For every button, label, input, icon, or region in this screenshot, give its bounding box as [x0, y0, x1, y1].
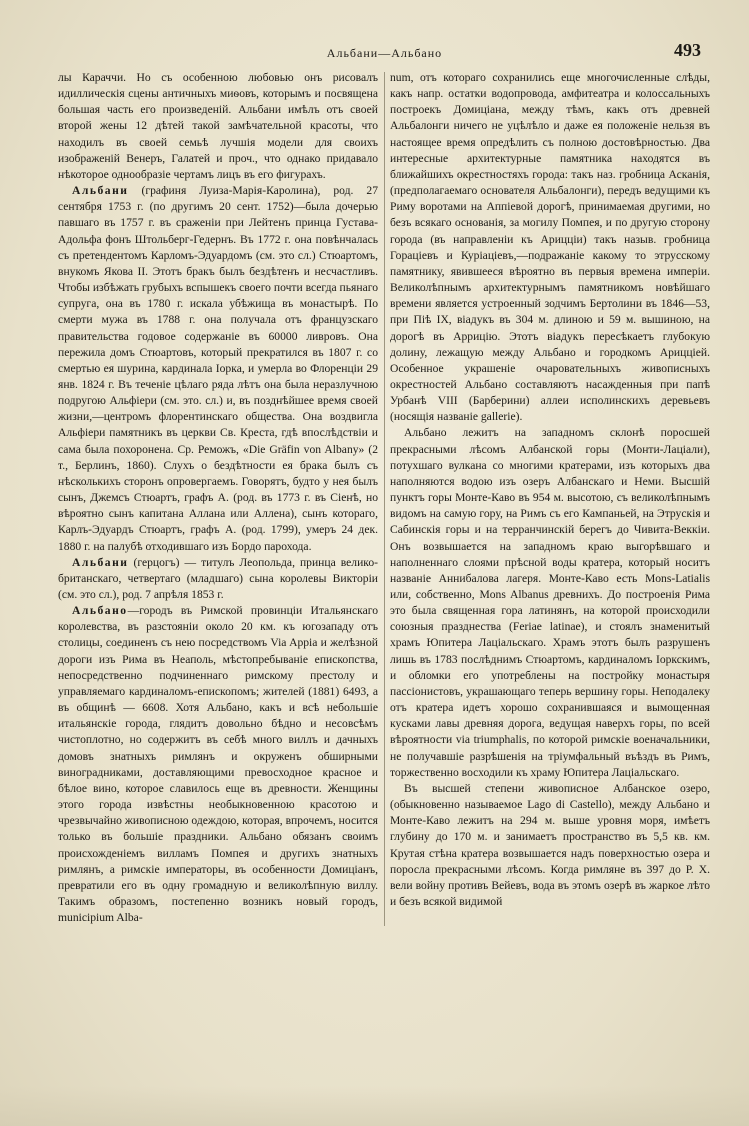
entry-text: —городъ въ Римской провинціи Итальянскаго королевства, въ разстояніи около 20 км. къ югозападу отъ столицы, соединенъ съ нею посредствомъ Via Appia и желѣзной дороги изъ Рима въ Неаполь, мѣстопребываніе епископства, непосредственно подчиненнаго римскому престолу и управляемаго кардиналомъ-епископомъ; жителей (1881) 6493, а въ общинѣ — 6608. Хотя Альбано, какъ и всѣ небольшіе итальянскіе города, глядитъ довольно бѣдно и несовсѣмъ чистоплотно, но содержитъ въ себѣ много виллъ и дачныхъ домовъ знатныхъ римлянъ и окруженъ обширными виноградниками, доставляющими превосходное красное и бѣлое вино, которое славилось еще въ древности. Женщины этого города извѣстны необыкновенною красотою и чрезвычайно живописною одеждою, которая, впрочемъ, носится только въ большіе праздники. Альбано обязанъ своимъ происхожденіемъ вилламъ Помпея и другихъ знатныхъ римлянъ, а римскіе императоры, въ особенности Домиціанъ, превратили его въ одну громадную и великолѣпную виллу. Такимъ образомъ, постепенно возникъ новый городъ, municipium Alba-	[58, 604, 378, 925]
headword: Альбано	[72, 604, 128, 618]
paragraph: Въ высшей степени живописное Албанское озеро, (обыкновенно называемое Lago di Castello), между Альбано и Монте-Каво лежитъ на 294 м. выше уровня моря, имѣетъ глубину до 170 м. и занимаетъ пространство въ 5,5 кв. км. Крутая стѣна кратера возвышается надъ поверхностью озера и поросла прекрасными лѣсомъ. Когда римляне въ 397 до Р. Х. вели войну противъ Вейевъ, вода въ этомъ озерѣ въ жаркое лѣто и безъ всякой видимой	[390, 781, 710, 908]
two-column-text	[58, 70, 710, 926]
entry-continuation	[58, 70, 378, 183]
headword: Альбани	[72, 184, 129, 198]
running-title: Альбани—Альбано	[326, 46, 443, 60]
page-header	[60, 40, 709, 64]
right-column	[390, 70, 710, 926]
headword: Альбани	[72, 555, 129, 569]
entry-albano	[58, 603, 378, 926]
page-number: 493	[674, 40, 701, 60]
entry-text: (герцогъ) — титулъ Леопольда, принца велико-британскаго, четвертаго (младшаго) сына королевы Викторіи (см. это сл.), род. 7 апрѣля 1853 г.	[58, 555, 378, 601]
paragraph: Альбано лежитъ на западномъ склонѣ поросшей прекрасными лѣсомъ Албанской горы (Монти-Лаціали), потухшаго вулкана со многими кратерами, изъ которыхъ два наполняются водою изъ озеръ Албанскаго и Неми. Высшій пунктъ горы Монте-Каво въ 954 м. высотою, съ великолѣпнымъ видомъ на самую гору, на Римъ съ его Кампаньей, на Этрускія и Сабинскія горы и на терранчинскій берегъ до Чивита-Веккіи. Онъ возвышается на западномъ краю выгорѣвшаго и наполненнаго слоями прѣсной воды кратера, который носитъ названіе Аннибалова лагеря. Монте-Каво есть Mons-Latialis или, собственно, Mons Albanus древнихъ. До построенія Рима это была священная гора латинянъ, на которой происходили союзныя празднества (Feriae latinae), и стоялъ знаменитый храмъ Юпитера Лаціальскаго. Храмъ этотъ былъ разрушенъ лишь въ 1783 послѣднимъ Стюартомъ, кардиналомъ Іоркскимъ, и обломки его употреблены на постройку монастыря пассіонистовъ, украшающаго теперь вершину горы. Неподалеку отъ кратера идетъ хорошо сохранившаяся и вымощенная кусками лавы древняя дорога, ведущая наверхъ горы, по всей вѣроятности via triumphalis, по которой римскіе военачальники, не получавшіе разрѣшенія на тріумфальный въѣздъ въ Римъ, торжественно восходили къ храму Юпитера Лаціальскаго.	[390, 426, 710, 779]
left-column	[58, 70, 378, 926]
entry-albani-countess	[58, 183, 378, 555]
entry-text: (графиня Луиза-Марія-Каролина), род. 27 сентября 1753 г. (по другимъ 20 сент. 1752)—была дочерью павшаго въ 1757 г. въ сраженіи при Лейтенъ принца Густава-Адольфа фонъ Штольберг-Гедернъ. Въ 1772 г. она повѣнчалась съ претендентомъ Карломъ-Эдуардомъ (см. это сл.) Стюартомъ, внукомъ Якова II. Этотъ бракъ былъ бездѣтенъ и несчастливъ. Чтобы избѣжать грубыхъ вспышекъ своего почти всегда пьянаго супруга, она въ 1780 г. искала убѣжища въ монастырѣ. По смерти мужа въ 1788 г. она получала отъ французскаго правительства годовое содержаніе въ 60000 ливровъ. Она пережила домъ Стюартовъ, который прекратился въ 1807 г. со смертью ея шурина, кардинала Іорка, и умерла во Флоренціи 29 янв. 1824 г. Въ теченіе цѣлаго ряда лѣтъ она была неразлучною подругою Альфіери (см. это. сл.) и, въ позднѣйшее время своей жизни,—центромъ флорентинскаго общества. Она воздвигла Альфіери памятникъ въ церкви Св. Креста, гдѣ впослѣдствіи и сама была похоронена. Ср. Реможъ, «Die Gräfin von Albany» (2 т., Берлинъ, 1860). Слухъ о бездѣтности ея брака былъ съ нѣсколькихъ сторонъ опровергаемъ. Говорятъ, будто у нея былъ сынъ, Джемсъ Стюартъ, графъ А. (род. въ 1773 г. въ Сіенѣ, но вѣроятно сынъ капитана Аллана или Аллена), сынъ котораго, Карлъ-Эдуардъ Стюартъ, графъ А. (род. 1799), умеръ 24 дек. 1880 г. на палубѣ отходившаго изъ Бордо парохода.	[58, 184, 378, 553]
page-bottom-shading	[0, 1086, 749, 1126]
paragraph: num, отъ котораго сохранились еще многочисленные слѣды, какъ напр. остатки водопровода, амфитеатра и колоссальныхъ построекъ Домиціана, между тѣмъ, какъ отъ древней Альбалонги ничего не уцѣлѣло и даже ея положеніе нельзя въ настоящее время опредѣлить съ полною достовѣрностью. Два интересные архитектурные памятника находятся въ ближайшихъ окрестностяхъ города: такъ наз. гробница Асканія, (предполагаемаго основателя Альбалонги), передъ ведущими къ Риму воротами на Аппіевой дорогѣ, принимаемая другими, но безъ всякаго основанія, за могилу Помпея, и по другую сторону города (въ направленіи къ Арицціи) такъ назыв. гробница Гораціевъ и Куріаціевъ,—подражаніе какому то этрусскому памятнику, явившееся вѣроятно въ первыя времена имперіи. Великолѣпнымъ архитектурнымъ памятникомъ новѣйшаго времени является устроенный зодчимъ Бертолини въ 1846—53, при Піѣ IX, віадукъ въ 304 м. длиною и 59 м. вышиною, на дорогѣ въ Аррицію. Этотъ віадукъ пересѣкаетъ глубокую долину, лежащую между Альбано и городкомъ Арицціей. Особенное украшеніе очаровательныхъ живописныхъ окрестностей Альбано составляютъ насажденныя при папѣ Урбанѣ VIII (Барберини) аллеи исполинскихъ деревьевъ (носящія названіе gallerie).	[390, 71, 710, 424]
entry-text: лы Караччи. Но съ особенною любовью онъ рисовалъ идиллическія сцены античныхъ миѳовъ, которымъ и посвящена большая часть его произведеній. Альбани имѣлъ отъ своей второй жены 12 дѣтей такой замѣчательной красоты, что находилъ въ своей семьѣ лучшія модели для своихъ изображеній Венеръ, Галатей и проч., что однако придавало нѣкоторое однообразіе чертамъ лицъ въ его фигурахъ.	[58, 71, 378, 181]
column-divider	[384, 72, 385, 926]
entry-albani-duke	[58, 555, 378, 603]
